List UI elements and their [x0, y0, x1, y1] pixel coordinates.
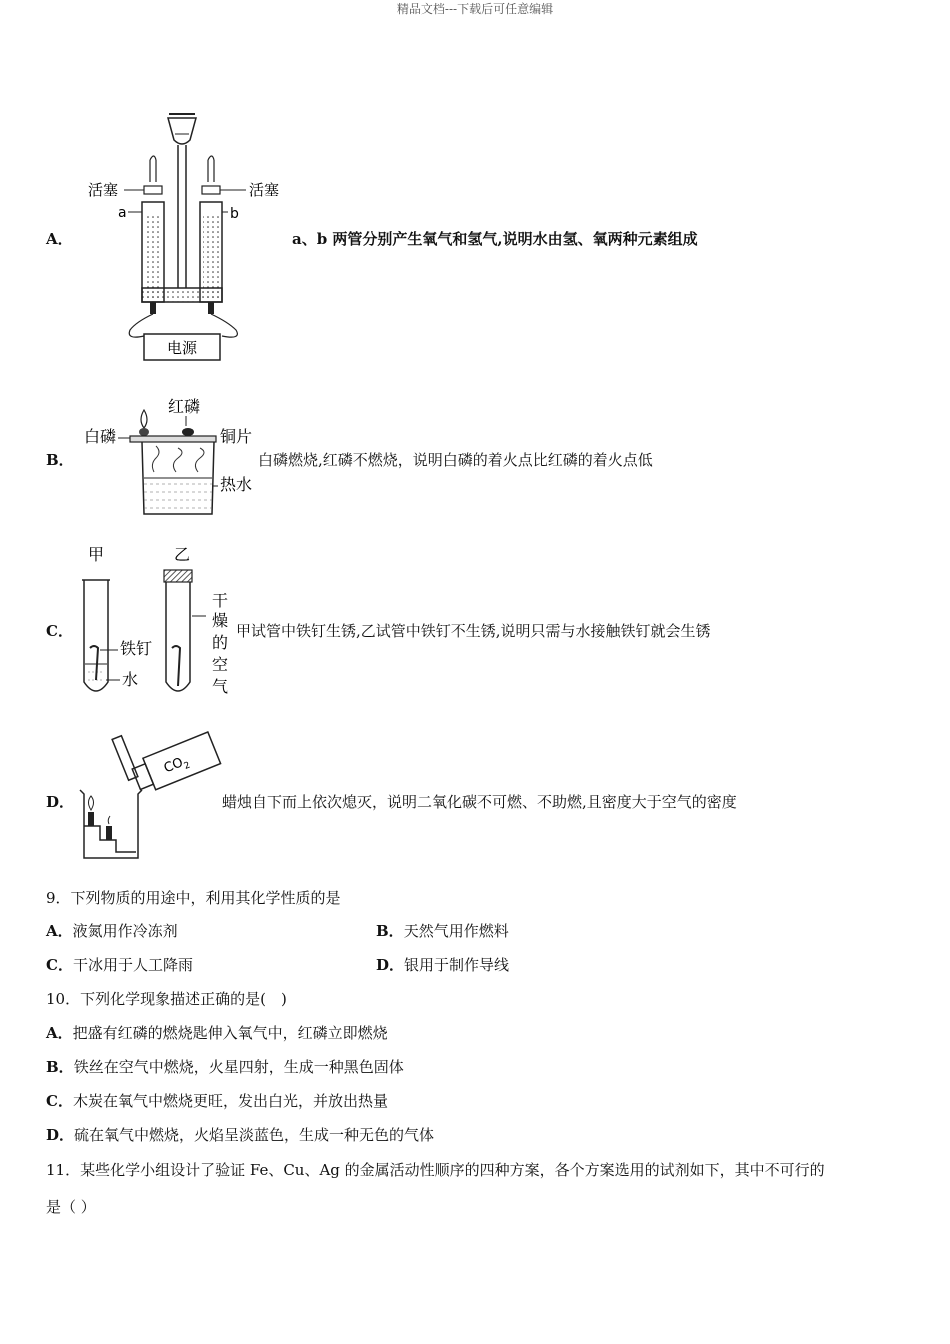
q10-choice-b[interactable]: B．铁丝在空气中燃烧，火星四射，生成一种黑色固体: [46, 1058, 404, 1076]
page-header: 精品文档---下载后可任意编辑: [396, 2, 554, 16]
jia-label: 甲: [88, 545, 105, 564]
red-p-label: 红磷: [168, 397, 201, 416]
white-p-label: 白磷: [84, 427, 117, 446]
copper-label: 铜片: [220, 427, 253, 446]
option-b-label: B．: [46, 451, 74, 469]
dry-air-char-3: 的: [212, 633, 229, 652]
dry-air-char-5: 气: [212, 677, 229, 696]
q9-choice-d[interactable]: D．银用于制作导线: [376, 956, 510, 974]
yi-label: 乙: [174, 545, 191, 564]
dry-air-char-2: 燥: [212, 611, 229, 630]
option-b-desc: 白磷燃烧,红磷不燃烧，说明白磷的着火点比红磷的着火点低: [258, 451, 653, 469]
option-d-label: D．: [46, 793, 75, 811]
valve-left-label: 活塞: [88, 181, 119, 199]
co2-candle-figure: [76, 730, 226, 864]
dry-air-char-1: 干: [212, 591, 229, 610]
option-c-label: C．: [46, 622, 73, 640]
q9-choice-c[interactable]: C．干冰用于人工降雨: [46, 956, 193, 974]
q10-choice-a[interactable]: A．把盛有红磷的燃烧匙伸入氧气中，红磷立即燃烧: [46, 1024, 388, 1042]
tube-a-label: a: [118, 205, 127, 221]
option-d-desc: 蜡烛自下而上依次熄灭，说明二氧化碳不可燃、不助燃,且密度大于空气的密度: [222, 793, 737, 811]
q9-choice-b[interactable]: B．天然气用作燃料: [376, 922, 509, 940]
iron-nail-figure: [76, 540, 236, 702]
power-label: 电源: [166, 339, 198, 357]
nail-label: 铁钉: [120, 639, 153, 658]
dry-air-char-4: 空: [212, 655, 229, 674]
q9-choice-a[interactable]: A．液氮用作冷冻剂: [46, 922, 178, 940]
q10-choice-c[interactable]: C．木炭在氧气中燃烧更旺，发出白光，并放出热量: [46, 1092, 388, 1110]
q11-stem-line1: 11．某些化学小组设计了验证 Fe、Cu、Ag 的金属活动性顺序的四种方案，各个方案选用的试剂如下，其中不可行的: [46, 1161, 825, 1179]
option-c-desc: 甲试管中铁钉生锈,乙试管中铁钉不生锈,说明只需与水接触铁钉就会生锈: [236, 622, 711, 640]
option-a-label: A．: [46, 230, 73, 248]
co2-label: $CO_2$: [161, 755, 192, 777]
q10-stem: 10．下列化学现象描述正确的是( ): [46, 990, 287, 1008]
water-label: 水: [122, 670, 139, 689]
tube-b-label: b: [230, 206, 239, 222]
q9-stem: 9．下列物质的用途中，利用其化学性质的是: [46, 889, 341, 907]
q11-stem-line2: 是（ ）: [46, 1198, 96, 1216]
phosphorus-figure: [82, 392, 262, 520]
option-a-desc: a、b 两管分别产生氧气和氢气,说明水由氢、氧两种元素组成: [292, 230, 698, 248]
hot-water-label: 热水: [220, 475, 253, 494]
electrolysis-figure: [86, 110, 296, 370]
valve-right-label: 活塞: [249, 181, 280, 199]
q10-choice-d[interactable]: D．硫在氧气中燃烧，火焰呈淡蓝色，生成一种无色的气体: [46, 1126, 435, 1144]
